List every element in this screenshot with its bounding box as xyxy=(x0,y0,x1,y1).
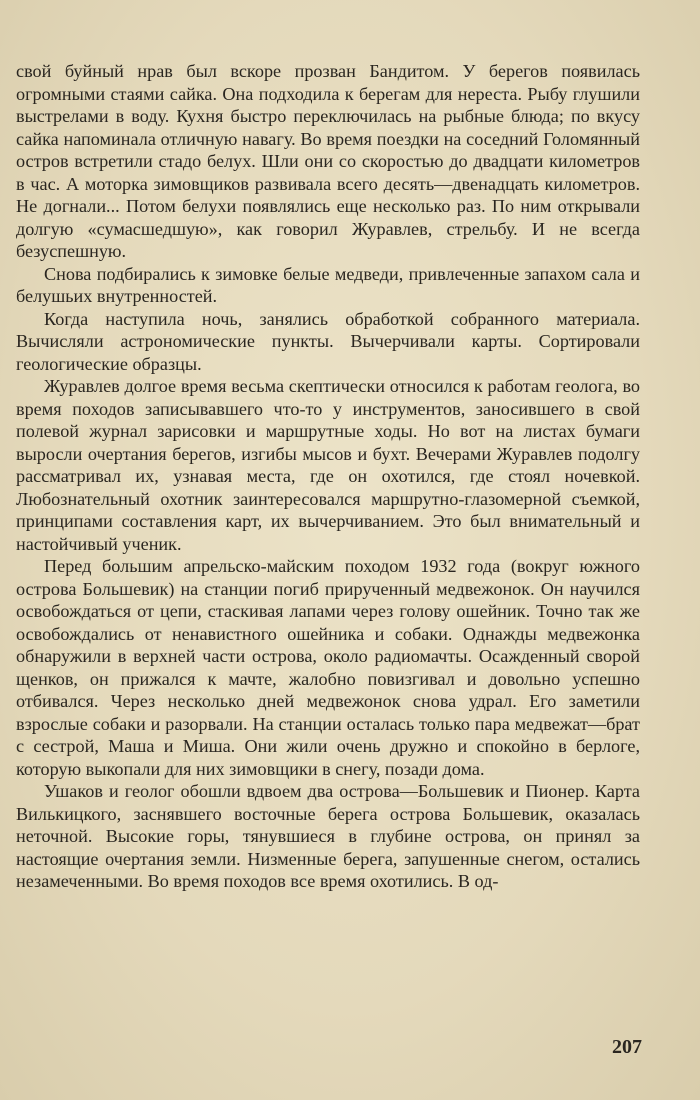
page-number: 207 xyxy=(612,1036,642,1058)
paragraph-6: Ушаков и геолог обошли вдвоем два острова—Большевик и Пионер. Карта Вилькицкого, заснявшего восточные берега острова Большевик, оказалась неточной. Высокие горы, тянувшиеся в глубине острова, он принял за настоящие очертания земли. Низменные берега, запушенные снегом, остались незамеченными. Во время походов все время охотились. В од- xyxy=(16,781,640,891)
paragraph-1: свой буйный нрав был вскоре прозван Бандитом. У берегов появилась огромными стаями сайка. Она подходила к берегам для нереста. Рыбу глушили выстрелами в воду. Кухня быстро переключилась на рыбные блюда; по вкусу сайка напоминала отличную навагу. Во время поездки на соседний Голомянный остров встретили стадо белух. Шли они со скоростью до двадцати километров в час. А моторка зимовщиков развивала всего десять—двенадцать километров. Не догнали... Потом белухи появлялись еще несколько раз. По ним открывали долгую «сумасшедшую», как говорил Журавлев, стрельбу. И не всегда безуспешную. xyxy=(16,61,640,261)
body-text xyxy=(16,60,640,893)
paragraph-3: Когда наступила ночь, занялись обработкой собранного материала. Вычисляли астрономические пункты. Вычерчивали карты. Сортировали геологические образцы. xyxy=(16,308,640,374)
paragraph-4: Журавлев долгое время весьма скептически относился к работам геолога, во время походов записывавшего что-то у инструментов, заносившего в свой полевой журнал зарисовки и маршрутные ходы. Но вот на листах бумаги выросли очертания берегов, изгибы мысов и бухт. Вечерами Журавлев подолгу рассматривал их, узнавая места, где он охотился, где стоял ночевкой. Любознательный охотник заинтересовался маршрутно-глазомерной съемкой, принципами составления карт, их вычерчиванием. Это был внимательный и настойчивый ученик. xyxy=(16,376,640,554)
paragraph-2: Снова подбирались к зимовке белые медведи, привлеченные запахом сала и белушьих внутренностей. xyxy=(16,263,640,306)
paragraph-5: Перед большим апрельско-майским походом 1932 года (вокруг южного острова Большевик) на станции погиб прирученный медвежонок. Он научился освобождаться от цепи, стаскивая лапами через голову ошейник. Точно так же освобождались от ненавистного ошейника и собаки. Однажды медвежонка обнаружили в верхней части острова, около радиомачты. Осажденный сворой щенков, он прижался к мачте, жалобно повизгивал и довольно успешно отбивался. Через несколько дней медвежонок снова удрал. Его заметили взрослые собаки и разорвали. На станции осталась только пара медвежат—брат с сестрой, Маша и Миша. Они жили очень дружно и спокойно в берлоге, которую выкопали для них зимовщики в снегу, позади дома. xyxy=(16,556,640,779)
